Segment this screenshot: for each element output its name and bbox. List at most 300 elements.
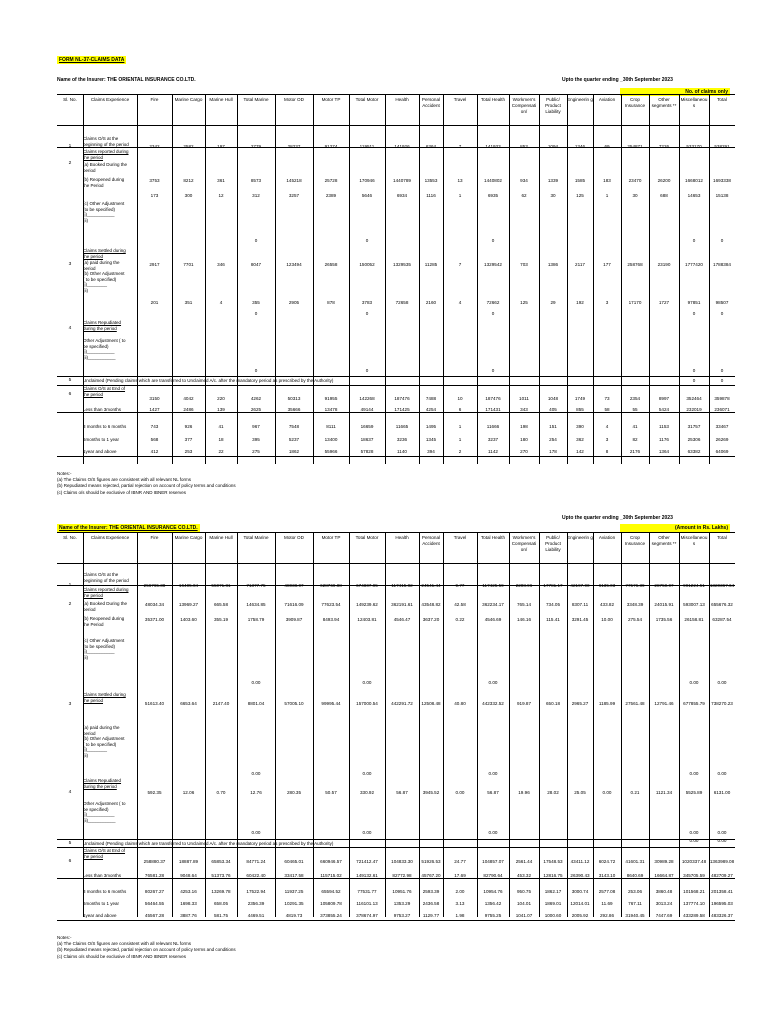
row-label-paid bbox=[83, 725, 141, 759]
6m-1y-cell: 5237 bbox=[288, 437, 300, 442]
6m-1y-cell: 18637 bbox=[360, 437, 374, 442]
claims-os-end-cell: 17548.53 bbox=[543, 859, 563, 864]
claims-os-begin-cell: 538291 bbox=[714, 144, 730, 149]
less-3m-cell: 171431 bbox=[485, 407, 501, 412]
1y-above-cell: 178 bbox=[549, 449, 557, 454]
less-3m-cell: 60422.40 bbox=[246, 873, 266, 878]
unclaimed-cell: 0.00 bbox=[717, 838, 727, 843]
reopened-cell: 300 bbox=[184, 193, 193, 198]
claims-os-end-cell: 7488 bbox=[425, 396, 437, 401]
6m-1y-cell: 13400 bbox=[324, 437, 338, 442]
header-divider bbox=[593, 95, 594, 125]
reopened-cell: 30 bbox=[550, 193, 556, 198]
1y-above-cell: 2005.92 bbox=[571, 913, 589, 918]
claims-repudiated-cell: 50.57 bbox=[325, 790, 337, 795]
other-adjustment-3-cell: 0.00 bbox=[488, 771, 498, 776]
header-cell: Total Motor bbox=[355, 535, 379, 540]
reopened-cell: 6935 bbox=[487, 193, 499, 198]
1y-above-cell: 1862 bbox=[288, 449, 300, 454]
less-3m-cell: 2625 bbox=[250, 407, 262, 412]
1y-above-cell: 9755.25 bbox=[484, 913, 502, 918]
3m-6m-cell: 10954.76 bbox=[483, 889, 503, 894]
claims-os-end-cell: 65853.34 bbox=[211, 859, 231, 864]
claims-settled-cell: 6653.64 bbox=[180, 701, 197, 706]
claims-os-begin-cell: 7 bbox=[458, 144, 462, 149]
claims-repudiated-cell: 0.00 bbox=[602, 790, 612, 795]
claims-repudiated-cell: 1727 bbox=[658, 300, 670, 305]
claims-repudiated-cell: 201 bbox=[150, 300, 159, 305]
header-divider bbox=[83, 95, 84, 125]
claims-os-begin-cell: 119511 bbox=[359, 144, 375, 149]
less-3m-cell: 482709.27 bbox=[711, 873, 733, 878]
1y-above-cell: 433289.58 bbox=[683, 913, 705, 918]
row-label-reopened bbox=[83, 616, 141, 627]
form-number: FORM NL-37-CLAIMS DATA bbox=[59, 57, 125, 63]
6m-1y-cell: 10291.35 bbox=[284, 901, 304, 906]
header-cell: Fire bbox=[150, 97, 159, 102]
header-cell: Motor OD bbox=[284, 535, 304, 540]
reopened-cell: 3257 bbox=[288, 193, 300, 198]
claims-settled-cell: 258768 bbox=[627, 262, 643, 267]
other-adjustment-2-cell: 0 bbox=[491, 238, 495, 243]
header-divider bbox=[385, 533, 386, 563]
1y-above-cell: 142 bbox=[576, 449, 584, 454]
6m-1y-cell: 395 bbox=[252, 437, 260, 442]
header-divider bbox=[349, 533, 350, 563]
less-3m-cell: 2486 bbox=[183, 407, 194, 412]
claims-settled-cell: 1329535 bbox=[393, 262, 411, 267]
booked-cell: 13969.27 bbox=[178, 602, 199, 607]
column-divider bbox=[172, 124, 173, 464]
claims-os-begin-cell: 6135.03 bbox=[598, 583, 616, 588]
column-divider bbox=[539, 562, 540, 917]
booked-cell: 14634.85 bbox=[246, 602, 266, 607]
reopened-cell: 3291.45 bbox=[571, 617, 589, 622]
claims-settled-cell: 27561.48 bbox=[625, 701, 645, 706]
row-label-line: period bbox=[83, 265, 96, 271]
claims-settled-cell: 40.80 bbox=[454, 701, 466, 706]
claims-settled-cell: 2147.40 bbox=[212, 701, 230, 706]
row-label-claims-os-begin bbox=[83, 136, 141, 147]
column-divider bbox=[649, 562, 650, 917]
column-divider bbox=[443, 124, 444, 464]
row-label-line: (a) Booked During the bbox=[83, 162, 128, 167]
claims-os-begin-cell: 24541.44 bbox=[421, 583, 441, 588]
3m-6m-cell: 11665 bbox=[395, 424, 409, 429]
header-cell: Claims Experience bbox=[90, 97, 130, 102]
header-divider bbox=[172, 95, 173, 125]
header-divider bbox=[419, 533, 420, 563]
1y-above-cell: 275 bbox=[252, 449, 260, 454]
claims-os-end-cell: 50313 bbox=[287, 396, 301, 401]
claims-repudiated-cell: 4 bbox=[219, 300, 223, 305]
column-divider bbox=[385, 124, 386, 464]
column-divider bbox=[313, 124, 314, 464]
column-divider bbox=[679, 124, 680, 464]
column-divider bbox=[275, 124, 276, 464]
column-divider bbox=[679, 562, 680, 917]
column-divider bbox=[593, 562, 594, 917]
claims-os-begin-cell: 2779 bbox=[250, 144, 262, 149]
header-cell: Engineerin g bbox=[567, 97, 593, 102]
header-cell: Public/ Product Liability bbox=[545, 97, 561, 114]
header-divider bbox=[349, 95, 350, 125]
notes-title: Notes:- bbox=[57, 471, 72, 476]
reopened-cell: 2389 bbox=[325, 193, 337, 198]
less-3m-cell: 8640.69 bbox=[626, 873, 644, 878]
serial-number: 3 bbox=[68, 702, 72, 707]
row-label-line: Other Adjustment ( to bbox=[83, 338, 126, 343]
booked-cell: 183 bbox=[603, 178, 611, 183]
header-cell: Crop Insurance bbox=[624, 535, 646, 546]
3m-6m-cell: 390 bbox=[576, 424, 584, 429]
header-cell: Total Health bbox=[480, 535, 506, 540]
3m-6m-cell: 2593.39 bbox=[422, 889, 440, 894]
row-label-line: (b) Other Adjustment bbox=[83, 736, 125, 742]
claims-os-begin-cell: 674807.95 bbox=[356, 583, 378, 588]
claims-os-end-cell: 1011 bbox=[519, 396, 529, 401]
less-3m-cell: 16664.87 bbox=[654, 873, 674, 878]
header-cell: Aviation bbox=[598, 97, 616, 102]
claims-os-end-cell: 24.77 bbox=[454, 859, 466, 864]
header-divider bbox=[83, 533, 84, 563]
claims-repudiated-cell: 72662 bbox=[486, 300, 500, 305]
other-adjustment-4-cell: 0.00 bbox=[689, 830, 699, 835]
row-label-claims-os-begin bbox=[83, 572, 141, 583]
serial-number: 1 bbox=[68, 583, 72, 588]
reopened-cell: 1758.79 bbox=[247, 617, 265, 622]
claims-settled-cell: 11285 bbox=[424, 262, 438, 267]
table-header bbox=[57, 94, 735, 126]
claims-os-begin-cell: 6364 bbox=[425, 144, 437, 149]
units-label-2: (Amount in Rs. Lakhs) bbox=[620, 524, 730, 532]
3m-6m-cell: 950.75 bbox=[516, 889, 532, 894]
booked-cell: 1668012 bbox=[685, 178, 703, 183]
6m-1y-cell: 362 bbox=[576, 437, 584, 442]
booked-cell: 8307.11 bbox=[571, 602, 589, 607]
claims-os-end-cell: 10 bbox=[457, 396, 463, 401]
header-cell: Health bbox=[395, 97, 409, 102]
row-label-reopened bbox=[83, 177, 141, 188]
booked-cell: 3753 bbox=[149, 178, 160, 183]
row-label-line: (b) Reopened during bbox=[83, 616, 125, 621]
serial-number: 6 bbox=[68, 392, 72, 397]
reopened-cell: 4546.69 bbox=[484, 617, 502, 622]
6m-1y-cell: 1176 bbox=[659, 437, 669, 442]
row-label-claims-reported bbox=[83, 149, 141, 160]
row-label-line: (ii) bbox=[83, 287, 88, 293]
table-header bbox=[57, 532, 735, 564]
booked-cell: 8212 bbox=[183, 178, 194, 183]
row-label-line: (a) paid during the bbox=[83, 260, 120, 265]
3m-6m-cell: 1862.17 bbox=[544, 889, 562, 894]
notes-1 bbox=[57, 471, 236, 496]
claims-os-end-cell: 352464 bbox=[686, 396, 702, 401]
claims-os-end-cell: 104833.30 bbox=[391, 859, 413, 864]
reopened-cell: 5646 bbox=[361, 193, 373, 198]
claims-settled-cell: 51613.40 bbox=[144, 701, 165, 706]
reopened-cell: 115.41 bbox=[546, 617, 560, 622]
header-cell: Miscellaneou s bbox=[680, 97, 708, 108]
header-cell: Personal Accident bbox=[421, 535, 441, 546]
row-label-line: (ii) bbox=[83, 217, 88, 223]
other-adjustment-4-cell: 0 bbox=[365, 368, 369, 373]
row-label-line: (ii) bbox=[83, 654, 88, 660]
other-adjustment-4-cell: 0.00 bbox=[251, 830, 261, 835]
3m-6m-cell: 31757 bbox=[687, 424, 701, 429]
row-divider bbox=[57, 585, 735, 586]
booked-cell: 13553 bbox=[424, 178, 438, 183]
1y-above-cell: 1000.60 bbox=[544, 913, 562, 918]
row-divider bbox=[57, 385, 735, 386]
column-divider bbox=[443, 562, 444, 917]
claims-repudiated-cell: 3783 bbox=[361, 300, 373, 305]
row-label-line: be specified) bbox=[83, 343, 109, 349]
booked-cell: 765.14 bbox=[516, 602, 532, 607]
column-divider bbox=[83, 562, 84, 917]
header-cell: Engineerin g bbox=[567, 535, 593, 540]
claims-settled-cell: 150052 bbox=[359, 262, 375, 267]
claims-settled-cell: 1788384 bbox=[713, 262, 731, 267]
6m-1y-cell: 568 bbox=[150, 437, 159, 442]
claims-os-end-cell: 2354 bbox=[629, 396, 641, 401]
header-cell: Other segments ** bbox=[651, 97, 677, 108]
header-cell: Travel bbox=[453, 97, 467, 102]
claims-repudiated-cell: 280.35 bbox=[286, 790, 302, 795]
less-3m-cell: 171425 bbox=[394, 407, 410, 412]
header-cell: Marine Cargo bbox=[174, 535, 203, 540]
row-label-paid bbox=[83, 260, 141, 294]
less-3m-cell: 236071 bbox=[714, 407, 730, 412]
serial-number: 6 bbox=[68, 859, 72, 864]
claims-repudiated-cell: 878 bbox=[327, 300, 335, 305]
claims-os-begin-cell: 628769.88 bbox=[320, 583, 342, 588]
6m-1y-cell: 196595.03 bbox=[711, 901, 733, 906]
column-divider bbox=[419, 124, 420, 464]
row-label-line: ( to be specified) bbox=[83, 741, 117, 747]
booked-cell: 734.05 bbox=[545, 602, 561, 607]
column-divider bbox=[237, 124, 238, 464]
header-divider bbox=[237, 533, 238, 563]
1y-above-cell: 483326.37 bbox=[711, 913, 733, 918]
claims-repudiated-cell: 28.02 bbox=[547, 790, 559, 795]
row-label-line: (i)___________ bbox=[83, 649, 115, 655]
claims-os-begin-cell: 197 bbox=[217, 144, 225, 149]
row-divider bbox=[57, 878, 735, 879]
other-adjustment-3-cell: 0.00 bbox=[717, 771, 727, 776]
booked-cell: 71616.09 bbox=[284, 602, 304, 607]
header-divider bbox=[385, 95, 386, 125]
claims-settled-cell: 1329542 bbox=[484, 262, 502, 267]
note-item: (c) Claims o/s should be exclusive of IBNR AND IBNER reserves bbox=[57, 953, 187, 959]
claims-os-begin-cell: 69 bbox=[604, 144, 610, 149]
claims-settled-cell: 23190 bbox=[657, 262, 671, 267]
header-divider bbox=[567, 533, 568, 563]
column-divider bbox=[709, 124, 710, 464]
claims-os-end-cell: 84771.24 bbox=[246, 859, 266, 864]
header-cell: Total bbox=[717, 535, 727, 540]
row-label-line: 1year and above bbox=[83, 449, 117, 454]
3m-6m-cell: 201358.41 bbox=[711, 889, 733, 894]
claims-repudiated-cell: 97851 bbox=[687, 300, 701, 305]
claims-settled-cell: 2965.27 bbox=[571, 701, 589, 706]
row-label-claims-os-end bbox=[83, 848, 141, 859]
header-divider bbox=[709, 533, 710, 563]
row-label-line: Claims O/S at End of bbox=[83, 848, 126, 853]
row-label-line: (i)___________ bbox=[83, 812, 115, 818]
claims-os-end-cell: 721412.47 bbox=[356, 859, 378, 864]
reopened-cell: 6934 bbox=[396, 193, 408, 198]
upto-quarter-1: Upto the quarter ending _30th September 2023 bbox=[562, 77, 673, 83]
reopened-cell: 0.22 bbox=[455, 617, 465, 622]
row-label-3m-6m bbox=[83, 424, 141, 430]
less-3m-cell: 343 bbox=[520, 407, 528, 412]
booked-cell: 42.58 bbox=[454, 602, 466, 607]
row-label-claims-settled bbox=[83, 692, 141, 703]
claims-settled-cell: 703 bbox=[520, 262, 528, 267]
row-label-line: the Period bbox=[83, 182, 104, 188]
header-divider bbox=[709, 95, 710, 125]
claims-os-end-cell: 220 bbox=[217, 396, 225, 401]
claims-os-end-cell: 51926.53 bbox=[421, 859, 441, 864]
row-divider bbox=[57, 839, 735, 840]
1y-above-cell: 4819.73 bbox=[285, 913, 303, 918]
claims-repudiated-cell: 98507 bbox=[715, 300, 729, 305]
header-cell: Sl. No. bbox=[63, 535, 77, 540]
6m-1y-cell: 1698.33 bbox=[180, 901, 197, 906]
row-label-line: (i)___________ bbox=[83, 212, 115, 218]
reopened-cell: 3637.20 bbox=[422, 617, 440, 622]
3m-6m-cell: 1495 bbox=[425, 424, 437, 429]
reopened-cell: 35371.00 bbox=[144, 617, 165, 622]
row-label-line: (b) Other Adjustment bbox=[83, 271, 125, 277]
row-label-other-adjustment-2 bbox=[83, 201, 141, 223]
claims-os-end-cell: 258880.37 bbox=[143, 859, 166, 864]
3m-6m-cell: 967 bbox=[252, 424, 260, 429]
serial-number: 3 bbox=[68, 262, 72, 267]
3m-6m-cell: 10951.76 bbox=[392, 889, 412, 894]
row-label-line: the period bbox=[83, 853, 104, 859]
1y-above-cell: 1140 bbox=[397, 449, 407, 454]
header-cell: Total Marine bbox=[243, 97, 269, 102]
claims-os-begin-cell: 55071.81 bbox=[211, 583, 231, 588]
header-divider bbox=[649, 533, 650, 563]
claims-repudiated-cell: 0.70 bbox=[216, 790, 226, 795]
row-label-unclaimed: Unclaimed (Pending claims which are transferred to Unclaimed A/c. after the mandatory period as prescribed by the Authority) bbox=[83, 841, 334, 846]
claims-os-begin-cell: 991224.51 bbox=[683, 583, 705, 588]
reopened-cell: 12 bbox=[218, 193, 224, 198]
claims-os-begin-cell: 7226 bbox=[658, 144, 670, 149]
6m-1y-cell: 1 bbox=[458, 437, 462, 442]
reopened-cell: 14653 bbox=[687, 193, 701, 198]
header-cell: Workmen's Compensati on/ bbox=[511, 97, 537, 114]
claims-repudiated-cell: 0.21 bbox=[630, 790, 640, 795]
header-divider bbox=[621, 533, 622, 563]
claims-settled-cell: 57005.10 bbox=[284, 701, 304, 706]
less-3m-cell: 149132.61 bbox=[356, 873, 378, 878]
claims-os-end-cell: 1020337.48 bbox=[681, 859, 707, 864]
other-adjustment-4-cell: 0 bbox=[692, 368, 696, 373]
claims-settled-cell: 123494 bbox=[286, 262, 302, 267]
row-label-unclaimed: Unclaimed (Pending claims which are transferred to Unclaimed A/c. after the mandatory period as prescribed by the Authority) bbox=[83, 378, 334, 383]
other-adjustment-2-cell: 0.00 bbox=[488, 680, 498, 685]
less-3m-cell: 49144 bbox=[360, 407, 374, 412]
column-divider bbox=[172, 562, 173, 917]
claims-repudiated-cell: 125 bbox=[520, 300, 528, 305]
header-cell: Aviation bbox=[598, 535, 616, 540]
6m-1y-cell: 377 bbox=[184, 437, 193, 442]
column-divider bbox=[349, 124, 350, 464]
header-cell: Sl. No. bbox=[63, 97, 77, 102]
row-divider bbox=[57, 920, 735, 921]
note-item: (a) The Claims O/S figures are consistent with all relevant NL forms bbox=[57, 477, 192, 483]
column-divider bbox=[275, 562, 276, 917]
serial-number: 2 bbox=[68, 161, 72, 166]
less-3m-cell: 51373.76 bbox=[211, 873, 231, 878]
1y-above-cell: 581.75 bbox=[213, 913, 229, 918]
serial-number: 4 bbox=[68, 326, 72, 331]
claims-os-end-cell: 73 bbox=[604, 396, 610, 401]
claims-settled-cell: 919.87 bbox=[516, 701, 532, 706]
column-divider bbox=[205, 562, 206, 917]
booked-cell: 1693338 bbox=[713, 178, 731, 183]
row-label-line: Claims Repudiated bbox=[83, 320, 122, 325]
1y-above-cell: 378674.97 bbox=[356, 913, 378, 918]
claims-settled-cell: 1185.99 bbox=[598, 701, 616, 706]
row-label-line: during the period bbox=[83, 325, 117, 331]
other-adjustment-2-cell: 0 bbox=[365, 238, 369, 243]
insurer-name-1: Name of the Insurer: THE ORIENTAL INSURANCE CO.LTD. bbox=[57, 77, 196, 83]
header-divider bbox=[567, 95, 568, 125]
reopened-cell: 26158.81 bbox=[684, 617, 704, 622]
header-cell: Fire bbox=[150, 535, 159, 540]
6m-1y-cell: 3 bbox=[605, 437, 609, 442]
row-label-line: 6months to 1 year bbox=[83, 437, 120, 442]
row-label-line: (c) Other Adjustment bbox=[83, 638, 125, 643]
booked-cell: 8573 bbox=[250, 178, 262, 183]
row-label-booked bbox=[83, 162, 141, 173]
note-item: (c) Claims o/s should be exclusive of IBNR AND IBNER reserves bbox=[57, 489, 187, 495]
less-3m-cell: 453.32 bbox=[516, 873, 532, 878]
claims-os-begin-cell: 254871 bbox=[627, 144, 643, 149]
header-divider bbox=[509, 533, 510, 563]
1y-above-cell: 1142 bbox=[488, 449, 498, 454]
claims-repudiated-cell: 1121.34 bbox=[655, 790, 673, 795]
other-adjustment-3-cell: 0 bbox=[720, 311, 724, 316]
header-divider bbox=[419, 95, 420, 125]
claims-repudiated-cell: 17170 bbox=[628, 300, 642, 305]
reopened-cell: 4546.47 bbox=[393, 617, 411, 622]
row-label-line: (i)___________ bbox=[83, 349, 115, 355]
row-label-line: Claims O/S at the bbox=[83, 572, 119, 577]
header-cell: Workmen's Compensati on/ bbox=[511, 535, 537, 552]
booked-cell: 362191.61 bbox=[391, 602, 413, 607]
insurer-name-2: Name of the Insurer: THE ORIENTAL INSURANCE CO.LTD. bbox=[59, 525, 198, 531]
serial-number: 1 bbox=[68, 144, 72, 149]
row-label-1y-above bbox=[83, 449, 141, 455]
row-label-6m-1y bbox=[83, 437, 141, 443]
claims-os-begin-cell: 2582 bbox=[183, 144, 194, 149]
header-divider bbox=[275, 533, 276, 563]
booked-cell: 24015.91 bbox=[654, 602, 674, 607]
claims-settled-cell: 12508.48 bbox=[421, 701, 441, 706]
1y-above-cell: 1.98 bbox=[455, 913, 465, 918]
1y-above-cell: 4469.51 bbox=[247, 913, 265, 918]
booked-cell: 170946 bbox=[359, 178, 375, 183]
less-3m-cell: 82772.98 bbox=[392, 873, 412, 878]
1y-above-cell: 373855.24 bbox=[320, 913, 342, 918]
row-label-line: (a) paid during the bbox=[83, 725, 120, 730]
